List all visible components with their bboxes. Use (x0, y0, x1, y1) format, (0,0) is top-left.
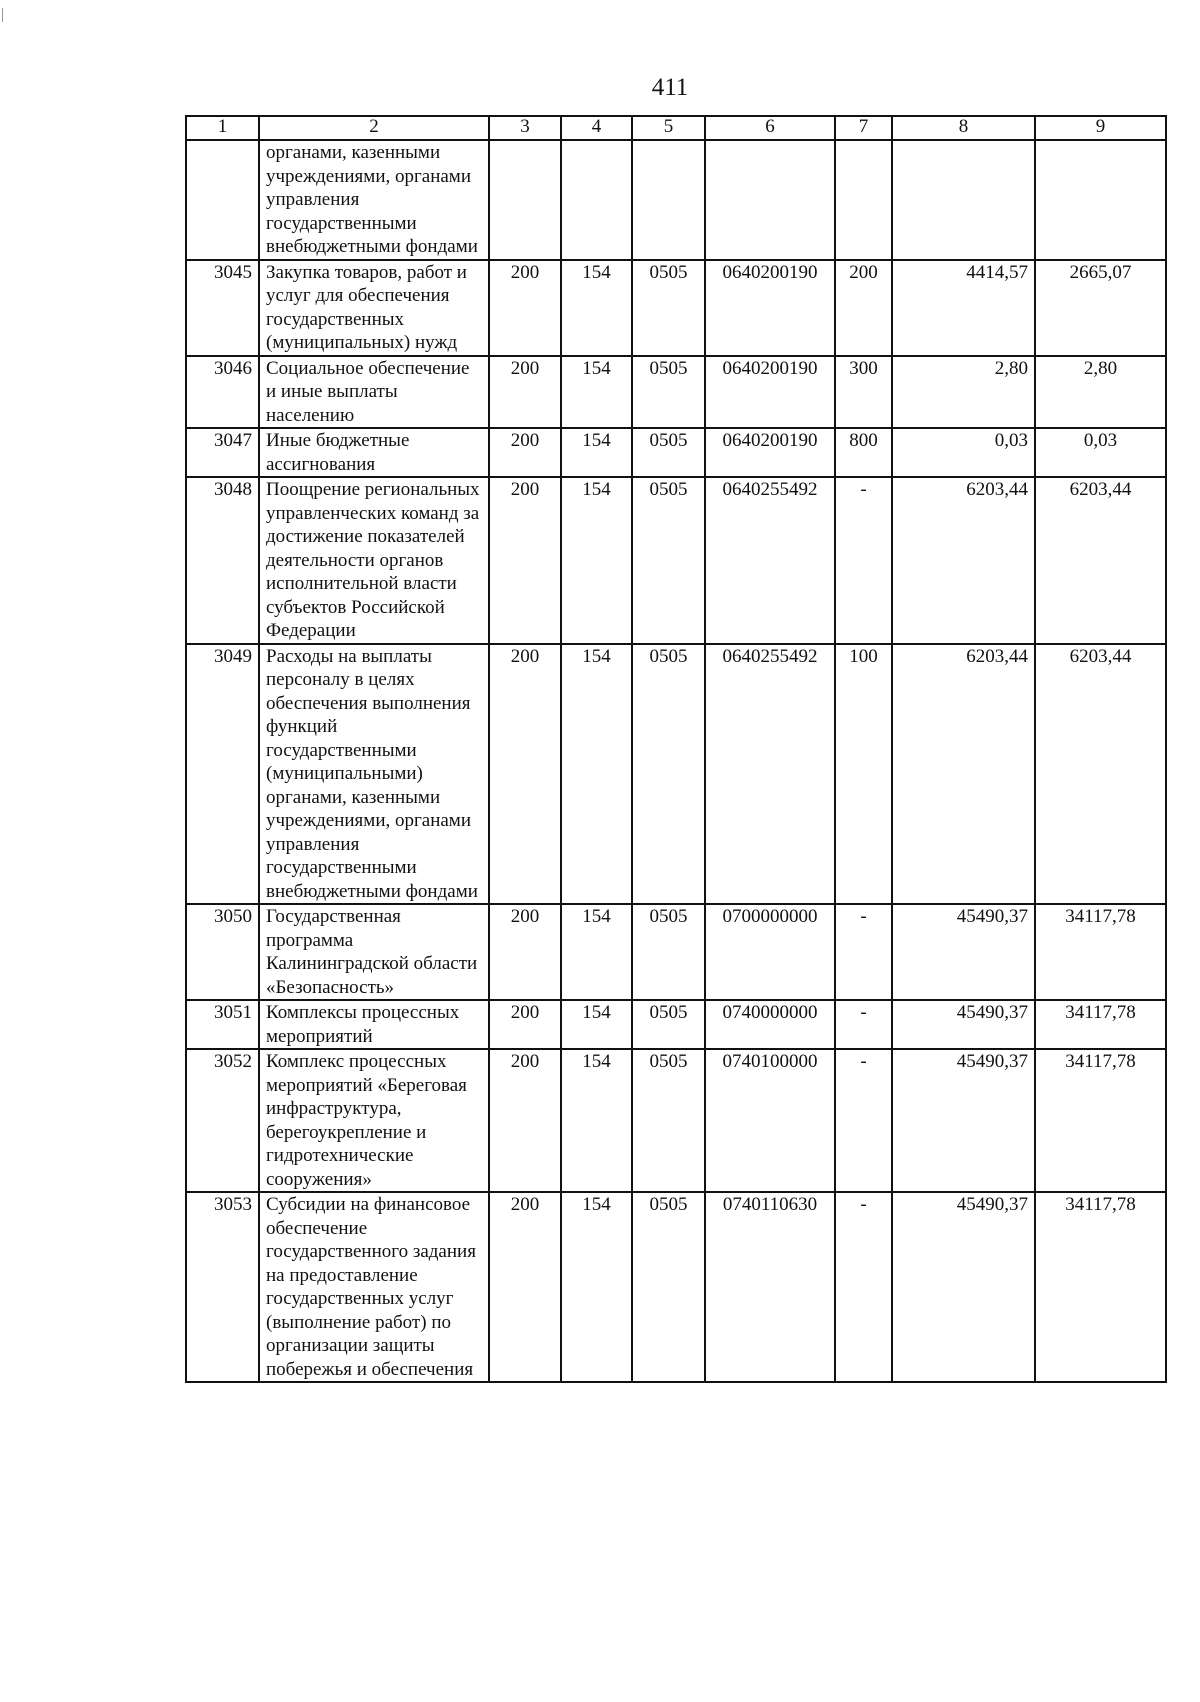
header-col-9: 9 (1035, 116, 1166, 140)
table-row (186, 1049, 1166, 1192)
row-cell-col-4 (561, 140, 632, 260)
row-cell-col-7: - (835, 1049, 892, 1192)
row-cell-col-4: 154 (561, 1049, 632, 1192)
row-cell-col-1: 3051 (186, 1000, 259, 1049)
table-row (186, 477, 1166, 644)
row-cell-col-4: 154 (561, 428, 632, 477)
row-cell-col-1: 3049 (186, 644, 259, 905)
row-cell-col-6: 0640200190 (705, 428, 835, 477)
row-cell-col-3: 200 (489, 477, 561, 644)
row-cell-col-3: 200 (489, 428, 561, 477)
row-cell-col-8: 45490,37 (892, 1000, 1035, 1049)
row-cell-col-4: 154 (561, 477, 632, 644)
page-number: 411 (651, 74, 689, 101)
row-cell-col-9: 34117,78 (1035, 904, 1166, 1000)
row-description: Социальное обеспечение и иные выплаты населению (259, 356, 489, 429)
row-description: Комплексы процессных мероприятий (259, 1000, 489, 1049)
row-cell-col-5 (632, 140, 705, 260)
row-description: Закупка товаров, работ и услуг для обеспечения государственных (муниципальных) нужд (259, 260, 489, 356)
row-cell-col-7: - (835, 904, 892, 1000)
row-cell-col-6: 0640200190 (705, 260, 835, 356)
row-description: Государственная программа Калининградской области «Безопасность» (259, 904, 489, 1000)
row-cell-col-9 (1035, 140, 1166, 260)
row-cell-col-9: 2665,07 (1035, 260, 1166, 356)
row-cell-col-1: 3052 (186, 1049, 259, 1192)
row-cell-col-7: - (835, 1192, 892, 1382)
table-row (186, 644, 1166, 905)
table-row (186, 428, 1166, 477)
row-cell-col-6: 0640255492 (705, 477, 835, 644)
header-col-4: 4 (561, 116, 632, 140)
row-cell-col-1: 3046 (186, 356, 259, 429)
row-cell-col-1: 3050 (186, 904, 259, 1000)
row-cell-col-3: 200 (489, 1000, 561, 1049)
row-cell-col-7: 100 (835, 644, 892, 905)
row-cell-col-5: 0505 (632, 1000, 705, 1049)
row-cell-col-6: 0640255492 (705, 644, 835, 905)
row-cell-col-6: 0740100000 (705, 1049, 835, 1192)
row-cell-col-9: 34117,78 (1035, 1000, 1166, 1049)
row-cell-col-7: 800 (835, 428, 892, 477)
row-cell-col-8: 45490,37 (892, 1192, 1035, 1382)
header-col-8: 8 (892, 116, 1035, 140)
header-col-6: 6 (705, 116, 835, 140)
row-cell-col-5: 0505 (632, 477, 705, 644)
table-row (186, 904, 1166, 1000)
row-cell-col-3: 200 (489, 356, 561, 429)
header-col-2: 2 (259, 116, 489, 140)
row-cell-col-7 (835, 140, 892, 260)
row-cell-col-8: 2,80 (892, 356, 1035, 429)
row-cell-col-6: 0700000000 (705, 904, 835, 1000)
table-row (186, 140, 1166, 260)
header-col-1: 1 (186, 116, 259, 140)
row-cell-col-7: 300 (835, 356, 892, 429)
row-cell-col-4: 154 (561, 904, 632, 1000)
row-cell-col-9: 6203,44 (1035, 477, 1166, 644)
table-row (186, 1000, 1166, 1049)
scan-mark (2, 8, 3, 22)
row-cell-col-6: 0740110630 (705, 1192, 835, 1382)
row-cell-col-3: 200 (489, 904, 561, 1000)
row-cell-col-3 (489, 140, 561, 260)
row-cell-col-6: 0640200190 (705, 356, 835, 429)
row-cell-col-5: 0505 (632, 1192, 705, 1382)
table-row (186, 356, 1166, 429)
row-cell-col-3: 200 (489, 1049, 561, 1192)
row-cell-col-4: 154 (561, 1192, 632, 1382)
row-cell-col-3: 200 (489, 644, 561, 905)
row-cell-col-8: 0,03 (892, 428, 1035, 477)
row-description: Иные бюджетные ассигнования (259, 428, 489, 477)
row-cell-col-7: - (835, 1000, 892, 1049)
row-cell-col-5: 0505 (632, 428, 705, 477)
row-cell-col-9: 0,03 (1035, 428, 1166, 477)
row-cell-col-6: 0740000000 (705, 1000, 835, 1049)
row-cell-col-1: 3047 (186, 428, 259, 477)
row-cell-col-8: 45490,37 (892, 1049, 1035, 1192)
row-cell-col-5: 0505 (632, 260, 705, 356)
row-cell-col-1 (186, 140, 259, 260)
row-cell-col-3: 200 (489, 260, 561, 356)
row-cell-col-1: 3045 (186, 260, 259, 356)
row-cell-col-8: 6203,44 (892, 477, 1035, 644)
row-cell-col-8: 45490,37 (892, 904, 1035, 1000)
row-cell-col-8: 6203,44 (892, 644, 1035, 905)
row-cell-col-5: 0505 (632, 356, 705, 429)
row-cell-col-1: 3048 (186, 477, 259, 644)
row-cell-col-6 (705, 140, 835, 260)
row-description: Поощрение региональных управленческих команд за достижение показателей деятельности органов исполнительной власти субъектов Российской Федерации (259, 477, 489, 644)
row-cell-col-9: 6203,44 (1035, 644, 1166, 905)
row-cell-col-7: - (835, 477, 892, 644)
header-col-3: 3 (489, 116, 561, 140)
row-cell-col-8: 4414,57 (892, 260, 1035, 356)
row-cell-col-9: 2,80 (1035, 356, 1166, 429)
row-cell-col-5: 0505 (632, 644, 705, 905)
row-cell-col-1: 3053 (186, 1192, 259, 1382)
row-description: органами, казенными учреждениями, органами управления государственными внебюджетными фондами (259, 140, 489, 260)
row-cell-col-4: 154 (561, 260, 632, 356)
row-cell-col-7: 200 (835, 260, 892, 356)
row-cell-col-4: 154 (561, 644, 632, 905)
row-cell-col-4: 154 (561, 356, 632, 429)
header-col-7: 7 (835, 116, 892, 140)
table-row (186, 1192, 1166, 1382)
row-cell-col-9: 34117,78 (1035, 1192, 1166, 1382)
table-row (186, 260, 1166, 356)
row-description: Расходы на выплаты персоналу в целях обеспечения выполнения функций государственными (муниципальными) органами, казенными учреждениями, органами управления государственными внебюджетными фондами (259, 644, 489, 905)
row-cell-col-3: 200 (489, 1192, 561, 1382)
row-description: Субсидии на финансовое обеспечение государственного задания на предоставление государственных услуг (выполнение работ) по организации защиты побережья и обеспечения (259, 1192, 489, 1382)
header-col-5: 5 (632, 116, 705, 140)
row-cell-col-5: 0505 (632, 904, 705, 1000)
header-row (186, 116, 1166, 140)
row-cell-col-5: 0505 (632, 1049, 705, 1192)
row-cell-col-9: 34117,78 (1035, 1049, 1166, 1192)
row-cell-col-8 (892, 140, 1035, 260)
row-description: Комплекс процессных мероприятий «Береговая инфраструктура, берегоукрепление и гидротехнические сооружения» (259, 1049, 489, 1192)
row-cell-col-4: 154 (561, 1000, 632, 1049)
budget-table (185, 115, 1167, 1383)
